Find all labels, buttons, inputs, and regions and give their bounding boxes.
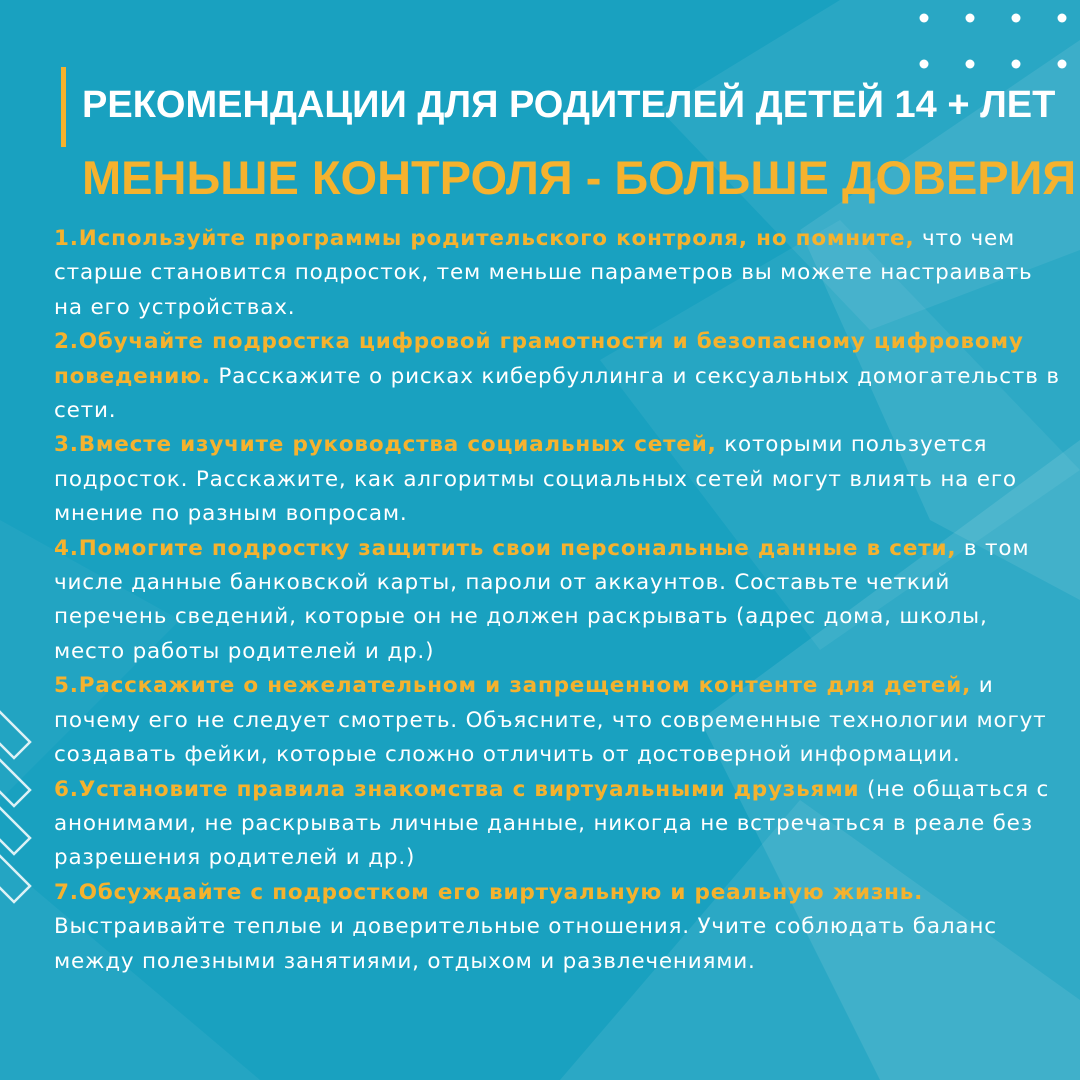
title-accent-bar	[61, 67, 66, 147]
recommendation-lead: 7.Обсуждайте с подростком его виртуальную и реальную жизнь.	[54, 879, 924, 905]
recommendation-lead: 4.Помогите подростку защитить свои персональные данные в сети,	[54, 535, 957, 561]
recommendation-item-6	[54, 773, 1064, 876]
recommendation-item-1	[54, 222, 1064, 325]
recommendation-lead: 6.Установите правила знакомства с виртуальными друзьями	[54, 776, 860, 802]
recommendation-lead: 2.Обучайте подростка цифровой грамотности и безопасному цифровому поведению.	[54, 329, 1024, 389]
recommendation-text: Выстраивайте теплые и доверительные отношения. Учите соблюдать баланс между полезными занятиями, отдыхом и развлечениями.	[54, 914, 997, 974]
recommendation-lead: 5.Расскажите о нежелательном и запрещенном контенте для детей,	[54, 673, 972, 699]
recommendation-text: которыми пользуется подросток. Расскажите, как алгоритмы социальных сетей могут влиять на его мнение по разным вопросам.	[54, 432, 1017, 527]
recommendation-lead: 3.Вместе изучите руководства социальных сетей,	[54, 432, 717, 458]
recommendation-item-3	[54, 428, 1064, 531]
recommendation-text: Расскажите о рисках кибербуллинга и сексуальных домогательств в сети.	[54, 363, 1060, 424]
recommendation-item-2	[54, 325, 1064, 428]
recommendation-item-4	[54, 532, 1064, 670]
recommendation-text: (не общаться с анонимами, не раскрывать личные данные, никогда не встречаться в реале без разрешения родителей и др.)	[54, 776, 1050, 871]
recommendation-lead: 1.Используйте программы родительского контроля, но помните,	[54, 226, 915, 251]
recommendation-item-5	[54, 669, 1064, 772]
page-title: РЕКОМЕНДАЦИИ ДЛЯ РОДИТЕЛЕЙ ДЕТЕЙ 14 + ЛЕТ	[82, 84, 1056, 126]
page-subtitle: МЕНЬШЕ КОНТРОЛЯ - БОЛЬШЕ ДОВЕРИЯ	[82, 151, 1077, 204]
recommendation-text: и почему его не следует смотреть. Объясните, что современные технологии могут создавать фейки, которые сложно отличить от достоверной информации.	[54, 673, 1047, 768]
recommendation-item-7	[54, 876, 1064, 979]
recommendations-list	[54, 222, 1064, 979]
recommendation-text: что чем старше становится подросток, тем меньше параметров вы можете настраивать на его устройствах.	[54, 226, 1033, 320]
recommendation-text: в том числе данные банковской карты, пароли от аккаунтов. Составьте четкий перечень сведений, которые он не должен раскрывать (адрес дома, школы, место работы родителей и др.)	[54, 535, 1030, 664]
